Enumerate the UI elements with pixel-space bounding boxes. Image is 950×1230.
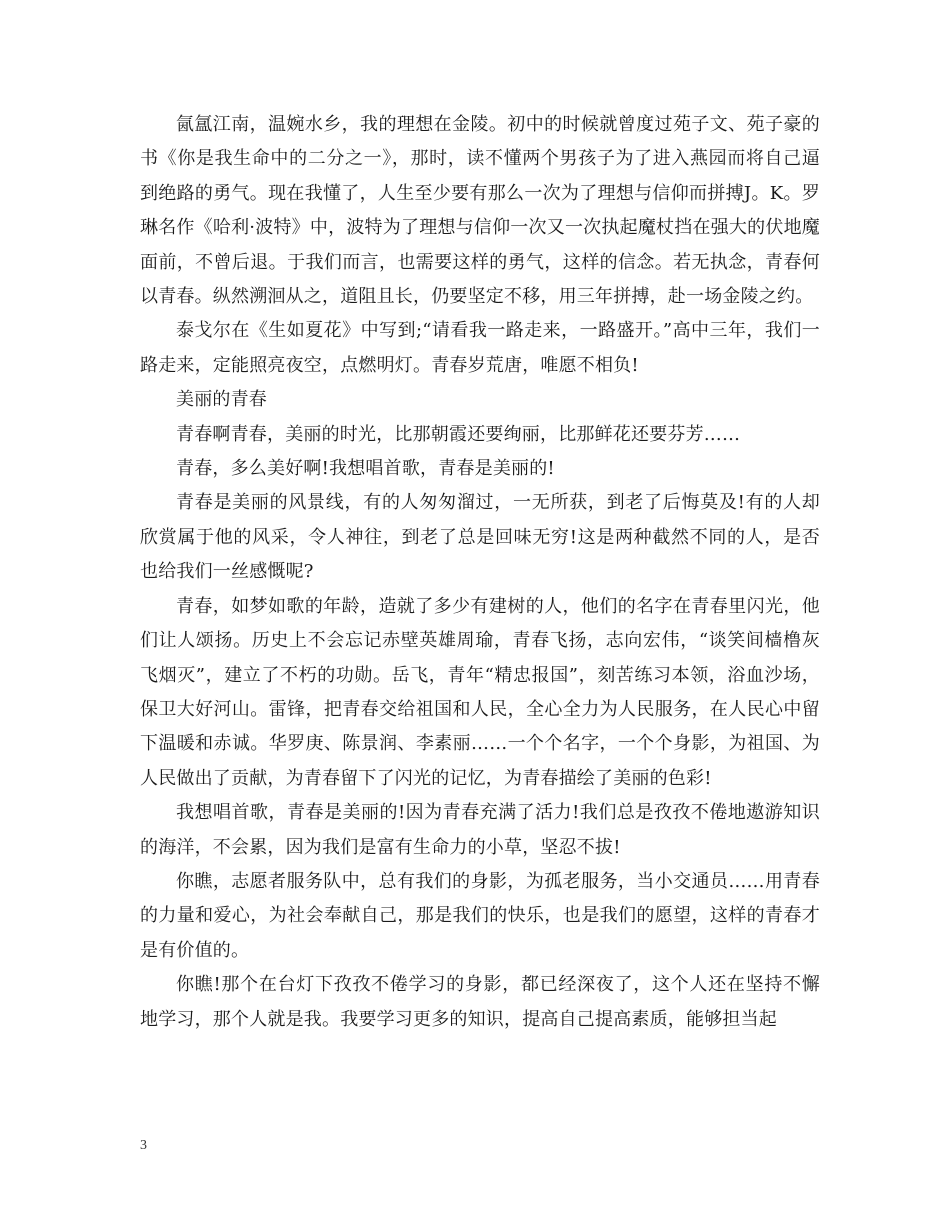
paragraph: 泰戈尔在《生如夏花》中写到;“请看我一路走来，一路盛开。”高中三年，我们一路走来，定能照亮夜空，点燃明灯。青春岁荒唐，唯愿不相负! [140,320,820,376]
paragraph: 青春是美丽的风景线，有的人匆匆溜过，一无所获，到老了后悔莫及!有的人却欣赏属于他的风采，令人神往，到老了总是回味无穷!这是两种截然不同的人，是否也给我们一丝感慨呢? [140,492,820,583]
paragraph: 你瞧，志愿者服务队中，总有我们的身影，为孤老服务，当小交通员……用青春的力量和爱心，为社会奉献自己，那是我们的快乐，也是我们的愿望，这样的青春才是有价值的。 [140,870,820,961]
document-body [140,108,820,1037]
page-number: 3 [140,1138,147,1153]
paragraph: 你瞧!那个在台灯下孜孜不倦学习的身影，都已经深夜了，这个人还在坚持不懈地学习，那个人就是我。我要学习更多的知识，提高自己提高素质，能够担当起 [140,974,820,1030]
section-heading: 美丽的青春 [176,389,267,411]
paragraph: 青春，多么美好啊!我想唱首歌，青春是美丽的! [176,458,555,480]
paragraph: 青春，如梦如歌的年龄，造就了多少有建树的人，他们的名字在青春里闪光，他们让人颂扬。历史上不会忘记赤壁英雄周瑜，青春飞扬，志向宏伟，“谈笑间樯橹灰飞烟灭”，建立了不朽的功勋。岳飞，青年“精忠报国”，刻苦练习本领，浴血沙场，保卫大好河山。雷锋，把青春交给祖国和人民，全心全力为人民服务，在人民心中留下温暖和赤诚。华罗庚、陈景润、李素丽……一个个名字，一个个身影，为祖国、为人民做出了贡献，为青春留下了闪光的记忆，为青春描绘了美丽的色彩! [140,595,820,789]
paragraph: 我想唱首歌，青春是美丽的!因为青春充满了活力!我们总是孜孜不倦地遨游知识的海洋，不会累，因为我们是富有生命力的小草，坚忍不拔! [140,802,820,858]
paragraph: 青春啊青春，美丽的时光，比那朝霞还要绚丽，比那鲜花还要芬芳…… [176,423,741,445]
paragraph: 氤氲江南，温婉水乡，我的理想在金陵。初中的时候就曾度过苑子文、苑子豪的书《你是我生命中的二分之一》，那时，读不懂两个男孩子为了进入燕园而将自己逼到绝路的勇气。现在我懂了，人生至少要有那么一次为了理想与信仰而拼搏J。K。罗琳名作《哈利·波特》中，波特为了理想与信仰一次又一次执起魔杖挡在强大的伏地魔面前，不曾后退。于我们而言，也需要这样的勇气，这样的信念。若无执念，青春何以青春。纵然溯洄从之，道阻且长，仍要坚定不移，用三年拼搏，赴一场金陵之约。 [140,114,820,308]
